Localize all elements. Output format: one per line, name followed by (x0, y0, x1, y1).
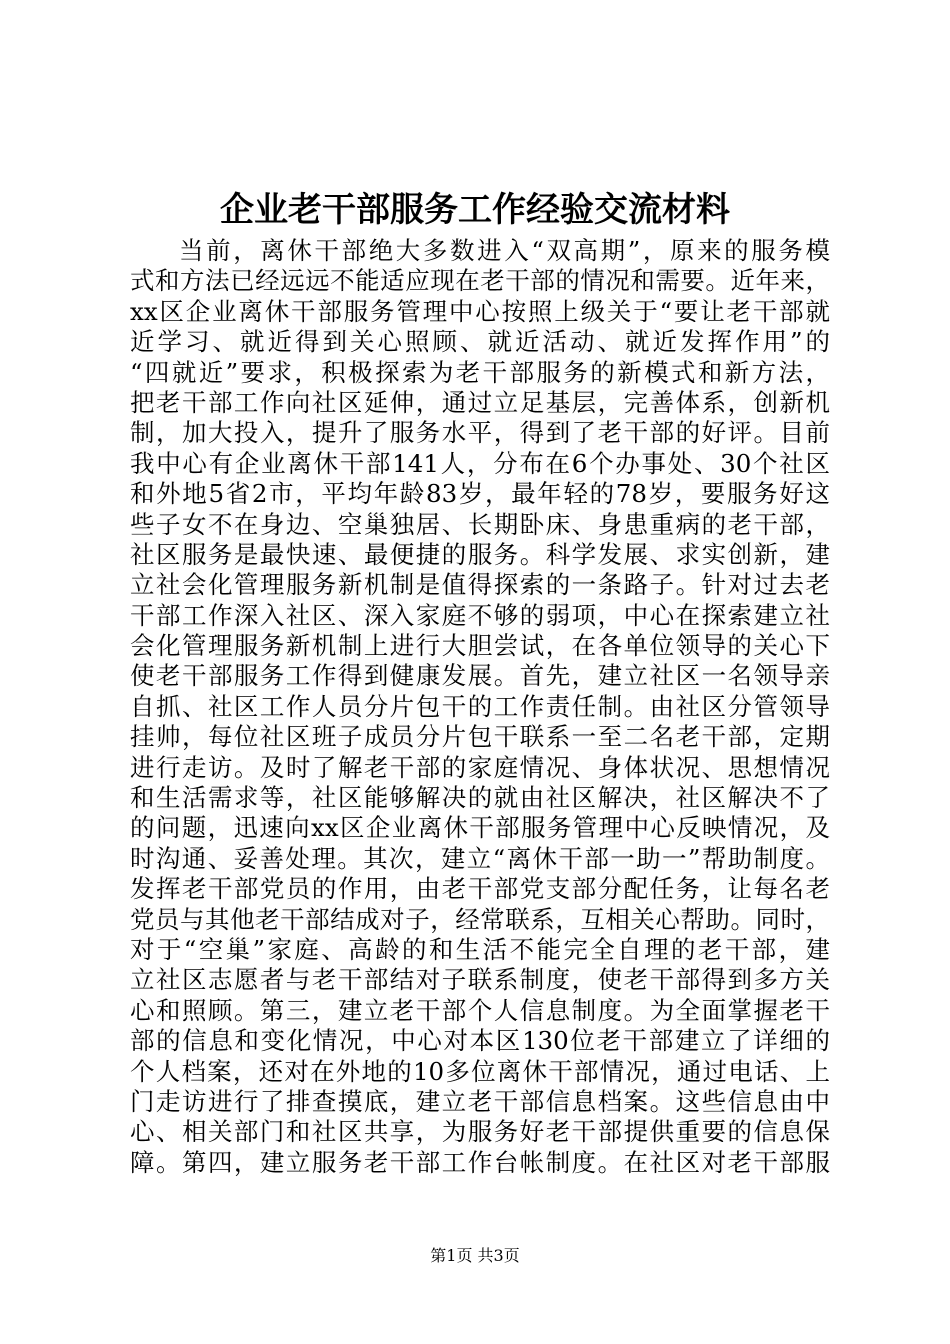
body-line: 些子女不在身边、空巢独居、长期卧床、身患重病的老干部， (130, 509, 830, 539)
body-line: 和外地5省2市，平均年龄83岁，最年轻的78岁，要服务好这 (130, 479, 830, 509)
body-line: 和生活需求等，社区能够解决的就由社区解决，社区解决不了 (130, 783, 830, 813)
body-line: 会化管理服务新机制上进行大胆尝试，在各单位领导的关心下 (130, 631, 830, 661)
body-line: 进行走访。及时了解老干部的家庭情况、身体状况、思想情况 (130, 752, 830, 782)
body-line: 党员与其他老干部结成对子，经常联系，互相关心帮助。同时， (130, 904, 830, 934)
body-line: 门走访进行了排查摸底，建立老干部信息档案。这些信息由中 (130, 1086, 830, 1116)
body-line: 心和照顾。第三，建立老干部个人信息制度。为全面掌握老干 (130, 995, 830, 1025)
body-line: 个人档案，还对在外地的10多位离休干部情况，通过电话、上 (130, 1056, 830, 1086)
body-line: 社区服务是最快速、最便捷的服务。科学发展、求实创新，建 (130, 539, 830, 569)
body-line: 把老干部工作向社区延伸，通过立足基层，完善体系，创新机 (130, 387, 830, 417)
body-line: 自抓、社区工作人员分片包干的工作责任制。由社区分管领导 (130, 691, 830, 721)
body-line: 对于“空巢”家庭、高龄的和生活不能完全自理的老干部，建 (130, 934, 830, 964)
body-line: 立社区志愿者与老干部结对子联系制度，使老干部得到多方关 (130, 965, 830, 995)
document-title: 企业老干部服务工作经验交流材料 (220, 190, 730, 230)
body-line: 心、相关部门和社区共享，为服务好老干部提供重要的信息保 (130, 1117, 830, 1147)
body-line: 当前，离休干部绝大多数进入“双高期”，原来的服务模 (179, 236, 830, 265)
body-line: 时沟通、妥善处理。其次，建立“离休干部一助一”帮助制度。 (130, 843, 830, 873)
body-line: 使老干部服务工作得到健康发展。首先，建立社区一名领导亲 (130, 661, 830, 691)
document-body (130, 236, 830, 1178)
page-footer: 第1页 共3页 (430, 1246, 520, 1265)
body-line: 挂帅，每位社区班子成员分片包干联系一至二名老干部，定期 (130, 722, 830, 752)
body-line: 制，加大投入，提升了服务水平，得到了老干部的好评。目前 (130, 418, 830, 448)
body-line: 近学习、就近得到关心照顾、就近活动、就近发挥作用”的 (130, 327, 830, 357)
body-line: 干部工作深入社区、深入家庭不够的弱项，中心在探索建立社 (130, 600, 830, 630)
body-line: 式和方法已经远远不能适应现在老干部的情况和需要。近年来， (130, 266, 830, 296)
body-line: “四就近”要求，积极探索为老干部服务的新模式和新方法， (130, 357, 830, 387)
body-line: 立社会化管理服务新机制是值得探索的一条路子。针对过去老 (130, 570, 830, 600)
body-line: xx区企业离休干部服务管理中心按照上级关于“要让老干部就 (130, 296, 830, 326)
body-line: 我中心有企业离休干部141人，分布在6个办事处、30个社区 (130, 448, 830, 478)
body-line: 的问题，迅速向xx区企业离休干部服务管理中心反映情况，及 (130, 813, 830, 843)
body-line: 发挥老干部党员的作用，由老干部党支部分配任务，让每名老 (130, 874, 830, 904)
body-line: 障。第四，建立服务老干部工作台帐制度。在社区对老干部服 (130, 1147, 830, 1177)
body-line: 部的信息和变化情况，中心对本区130位老干部建立了详细的 (130, 1026, 830, 1056)
